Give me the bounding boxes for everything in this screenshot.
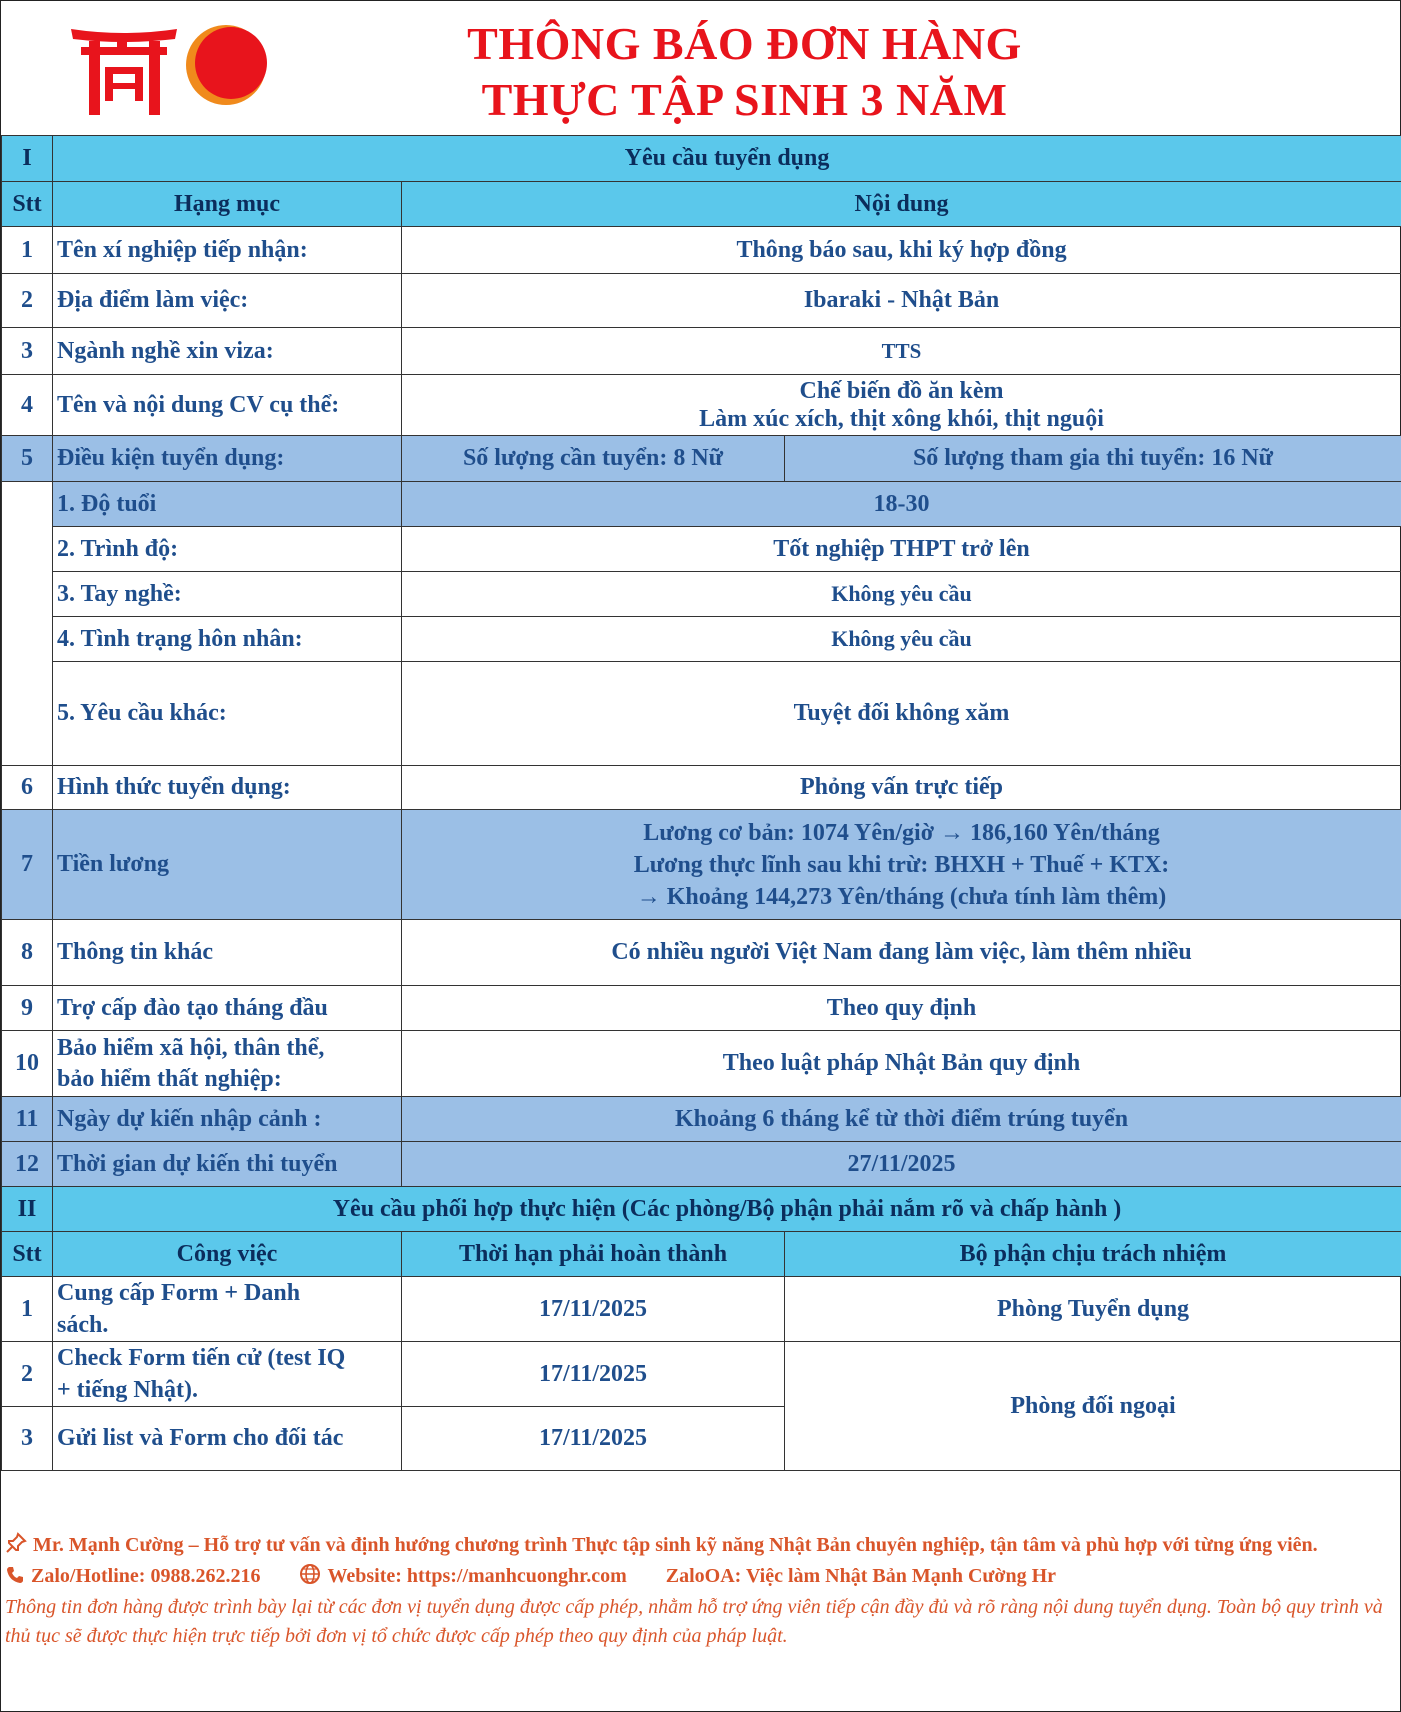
header [1, 1, 1400, 135]
salary-line: Lương cơ bản: 1074 Yên/giờ → 186,160 Yên/tháng [643, 819, 1160, 846]
row-number: 1 [2, 227, 53, 274]
hotline-text[interactable]: Zalo/Hotline: 0988.262.216 [31, 1565, 261, 1587]
table-row [2, 1142, 1401, 1187]
row-value-line: Làm xúc xích, thịt xông khói, thịt nguội [699, 406, 1104, 432]
table-row [2, 810, 1401, 920]
condition-spacer [2, 482, 53, 766]
task-line: + tiếng Nhật). [57, 1377, 198, 1403]
row-value: Theo luật pháp Nhật Bản quy định [402, 1031, 1401, 1097]
table-row [2, 436, 1401, 482]
row-label: Địa điểm làm việc: [53, 274, 402, 328]
salary-line: → Khoảng 144,273 Yên/tháng (chưa tính làm thêm) [636, 883, 1167, 910]
condition-label: 2. Trình độ: [53, 527, 402, 572]
row-number: 10 [2, 1031, 53, 1097]
task-number: 2 [2, 1342, 53, 1407]
table-row [2, 375, 1401, 436]
row-value: Thông báo sau, khi ký hợp đồng [402, 227, 1401, 274]
condition-row [2, 527, 1401, 572]
task-label [53, 1342, 402, 1407]
page-title-line1: THÔNG BÁO ĐƠN HÀNG [467, 18, 1022, 69]
row-number: 8 [2, 920, 53, 986]
footer-intro-text: Mr. Mạnh Cường – Hỗ trợ tư vấn và định hướng chương trình Thực tập sinh kỹ năng Nhật Bản chuyên nghiệp, tận tâm và phù hợp với từng ứng viên. [33, 1534, 1318, 1556]
row-value: Khoảng 6 tháng kể từ thời điểm trúng tuyển [402, 1097, 1401, 1142]
task-dept: Phòng đối ngoại [785, 1342, 1401, 1471]
table-row [2, 1031, 1401, 1097]
salary-line: Lương thực lĩnh sau khi trừ: BHXH + Thuế + KTX: [633, 851, 1170, 878]
footer-intro [5, 1531, 1395, 1560]
row-value [402, 375, 1401, 436]
exam-quota: Số lượng tham gia thi tuyển: 16 Nữ [785, 436, 1401, 482]
row-number: 6 [2, 766, 53, 810]
table-row [2, 227, 1401, 274]
row-value: Ibaraki - Nhật Bản [402, 274, 1401, 328]
row-label: Tên xí nghiệp tiếp nhận: [53, 227, 402, 274]
condition-row [2, 572, 1401, 617]
row-label: Thời gian dự kiến thi tuyển [53, 1142, 402, 1187]
table-row [2, 328, 1401, 375]
condition-value: Tốt nghiệp THPT trở lên [402, 527, 1401, 572]
row-label: Trợ cấp đào tạo tháng đầu [53, 986, 402, 1031]
task-line: Cung cấp Form + Danh [57, 1280, 301, 1306]
row-label: Thông tin khác [53, 920, 402, 986]
condition-value: 18-30 [402, 482, 1401, 527]
task-label [53, 1277, 402, 1342]
table-row [2, 1097, 1401, 1142]
section1-header-row [2, 136, 1401, 182]
row-number: 7 [2, 810, 53, 920]
col-task: Công việc [53, 1232, 402, 1277]
row-value: 27/11/2025 [402, 1142, 1401, 1187]
website-link[interactable]: Website: https://manhcuonghr.com [327, 1565, 627, 1587]
task-number: 3 [2, 1407, 53, 1471]
condition-label: 5. Yêu cầu khác: [53, 662, 402, 766]
task-row [2, 1342, 1401, 1407]
row-label [53, 1031, 402, 1097]
table-row [2, 766, 1401, 810]
pushpin-icon [5, 1532, 27, 1554]
task-line: Check Form tiến cử (test IQ [57, 1345, 346, 1371]
section2-title: Yêu cầu phối hợp thực hiện (Các phòng/Bộ phận phải nắm rõ và chấp hành ) [53, 1187, 1401, 1232]
col-content: Nội dung [402, 182, 1401, 227]
table-row [2, 920, 1401, 986]
salary-value [402, 810, 1401, 920]
col-deadline: Thời hạn phải hoàn thành [402, 1232, 785, 1277]
footer-contacts [5, 1562, 1395, 1591]
condition-label: 1. Độ tuổi [53, 482, 402, 527]
section1-title: Yêu cầu tuyển dụng [53, 136, 1401, 182]
globe-icon [299, 1563, 321, 1585]
website-item [299, 1565, 631, 1587]
row-value: Phỏng vấn trực tiếp [402, 766, 1401, 810]
condition-value: Không yêu cầu [402, 572, 1401, 617]
row-label: Tên và nội dung CV cụ thể: [53, 375, 402, 436]
row-number: 4 [2, 375, 53, 436]
section2-column-headers [2, 1232, 1401, 1277]
row-label-line: bảo hiểm thất nghiệp: [57, 1065, 282, 1092]
task-deadline: 17/11/2025 [402, 1342, 785, 1407]
task-number: 1 [2, 1277, 53, 1342]
task-deadline: 17/11/2025 [402, 1277, 785, 1342]
section1-roman: I [2, 136, 53, 182]
condition-row [2, 617, 1401, 662]
row-label: Ngày dự kiến nhập cảnh : [53, 1097, 402, 1142]
section2-roman: II [2, 1187, 53, 1232]
zalooa-text[interactable]: ZaloOA: Việc làm Nhật Bản Mạnh Cường Hr [665, 1565, 1057, 1587]
section2-header-row [2, 1187, 1401, 1232]
row-label: Điều kiện tuyển dụng: [53, 436, 402, 482]
table-row [2, 986, 1401, 1031]
row-number: 9 [2, 986, 53, 1031]
hotline-item [5, 1565, 265, 1587]
row-label: Hình thức tuyển dụng: [53, 766, 402, 810]
footer-disclaimer: Thông tin đơn hàng được trình bày lại từ các đơn vị tuyển dụng được cấp phép, nhằm hỗ trợ ứng viên tiếp cận đầy đủ và rõ ràng nội dung tuyển dụng. Toàn bộ quy trình và thủ tục sẽ được thực hiện trực tiếp bởi đơn vị tổ chức được cấp phép theo quy định của pháp luật. [5, 1596, 1383, 1647]
row-value: Có nhiều người Việt Nam đang làm việc, làm thêm nhiều [402, 920, 1401, 986]
condition-row [2, 662, 1401, 766]
row-number: 2 [2, 274, 53, 328]
col-stt: Stt [2, 182, 53, 227]
col-item: Hạng mục [53, 182, 402, 227]
col-stt: Stt [2, 1232, 53, 1277]
condition-value: Không yêu cầu [402, 617, 1401, 662]
condition-label: 4. Tình trạng hôn nhân: [53, 617, 402, 662]
section1-column-headers [2, 182, 1401, 227]
row-value: TTS [402, 328, 1401, 375]
page-title-line2: THỰC TẬP SINH 3 NĂM [481, 74, 1008, 125]
condition-value: Tuyệt đối không xăm [402, 662, 1401, 766]
task-deadline: 17/11/2025 [402, 1407, 785, 1471]
order-table [1, 135, 1401, 1471]
row-label: Ngành nghề xin viza: [53, 328, 402, 375]
phone-icon [5, 1565, 25, 1585]
task-label: Gửi list và Form cho đối tác [53, 1407, 402, 1471]
row-value-line: Chế biến đồ ăn kèm [799, 378, 1004, 404]
condition-row [2, 482, 1401, 527]
row-number: 11 [2, 1097, 53, 1142]
row-number: 12 [2, 1142, 53, 1187]
task-line: sách. [57, 1312, 109, 1338]
recruit-quota: Số lượng cần tuyển: 8 Nữ [402, 436, 785, 482]
row-number: 3 [2, 328, 53, 375]
table-row [2, 274, 1401, 328]
task-dept: Phòng Tuyển dụng [785, 1277, 1401, 1342]
condition-label: 3. Tay nghề: [53, 572, 402, 617]
row-label: Tiền lương [53, 810, 402, 920]
row-number: 5 [2, 436, 53, 482]
col-dept: Bộ phận chịu trách nhiệm [785, 1232, 1401, 1277]
footer [5, 1531, 1395, 1651]
row-value: Theo quy định [402, 986, 1401, 1031]
task-row [2, 1277, 1401, 1342]
row-label-line: Bảo hiểm xã hội, thân thể, [57, 1034, 325, 1061]
